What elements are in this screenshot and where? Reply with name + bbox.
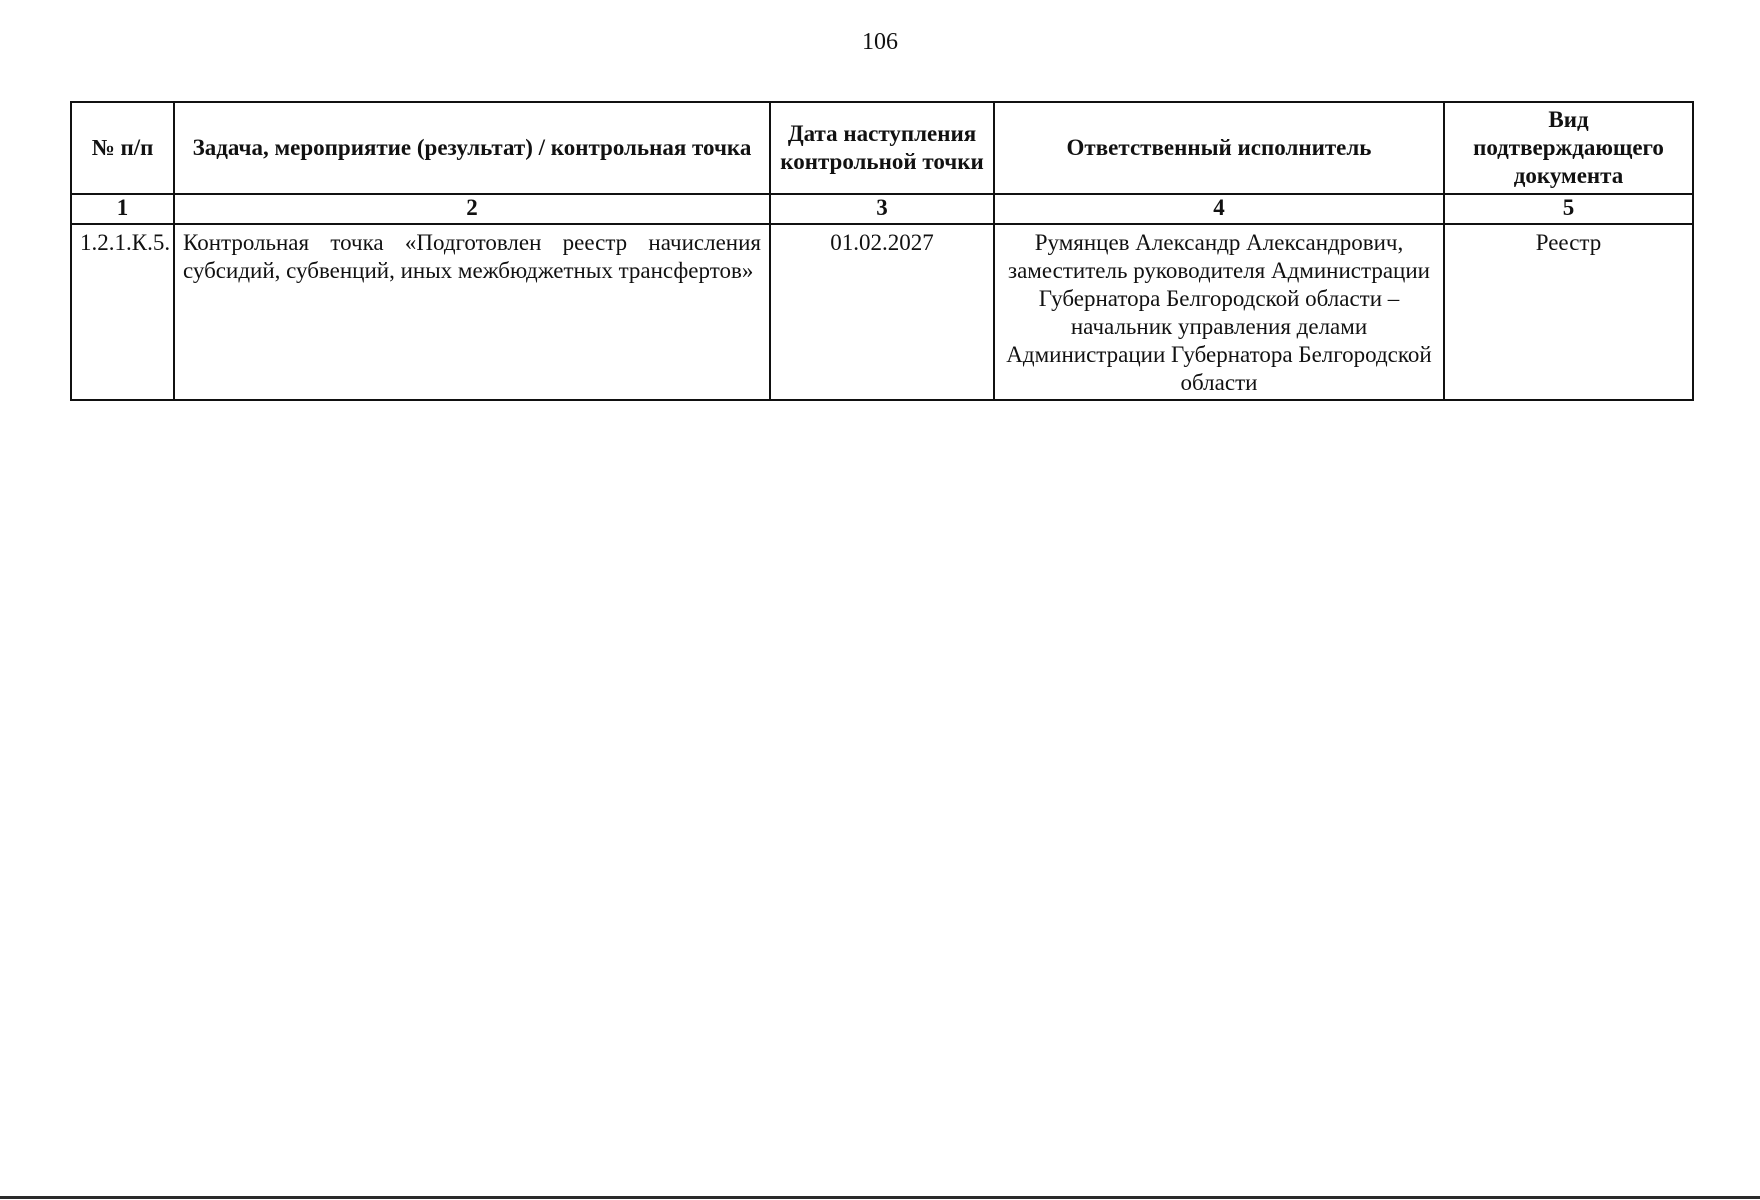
header-task: Задача, мероприятие (результат) / контрольная точка (174, 102, 770, 194)
column-number: 4 (994, 194, 1444, 224)
row-responsible: Румянцев Александр Александрович, заместитель руководителя Администрации Губернатора Белгородской области – начальник управления делами Администрации Губернатора Белгородской области (994, 224, 1444, 400)
scan-edge-line (0, 1196, 1760, 1199)
header-document-type: Вид подтверждающего документа (1444, 102, 1693, 194)
column-number: 1 (71, 194, 174, 224)
column-number: 2 (174, 194, 770, 224)
table-row (71, 224, 1693, 400)
row-number: 1.2.1.К.5. (71, 224, 174, 400)
row-date: 01.02.2027 (770, 224, 994, 400)
table-header-row (71, 102, 1693, 194)
header-number: № п/п (71, 102, 174, 194)
column-number: 3 (770, 194, 994, 224)
column-number: 5 (1444, 194, 1693, 224)
control-points-table (70, 101, 1694, 401)
page-number: 106 (862, 29, 898, 55)
header-responsible: Ответственный исполнитель (994, 102, 1444, 194)
column-number-row (71, 194, 1693, 224)
row-document-type: Реестр (1444, 224, 1693, 400)
row-task: Контрольная точка «Подготовлен реестр начисления субсидий, субвенций, иных межбюджетных трансфертов» (174, 224, 770, 400)
header-date: Дата наступления контрольной точки (770, 102, 994, 194)
